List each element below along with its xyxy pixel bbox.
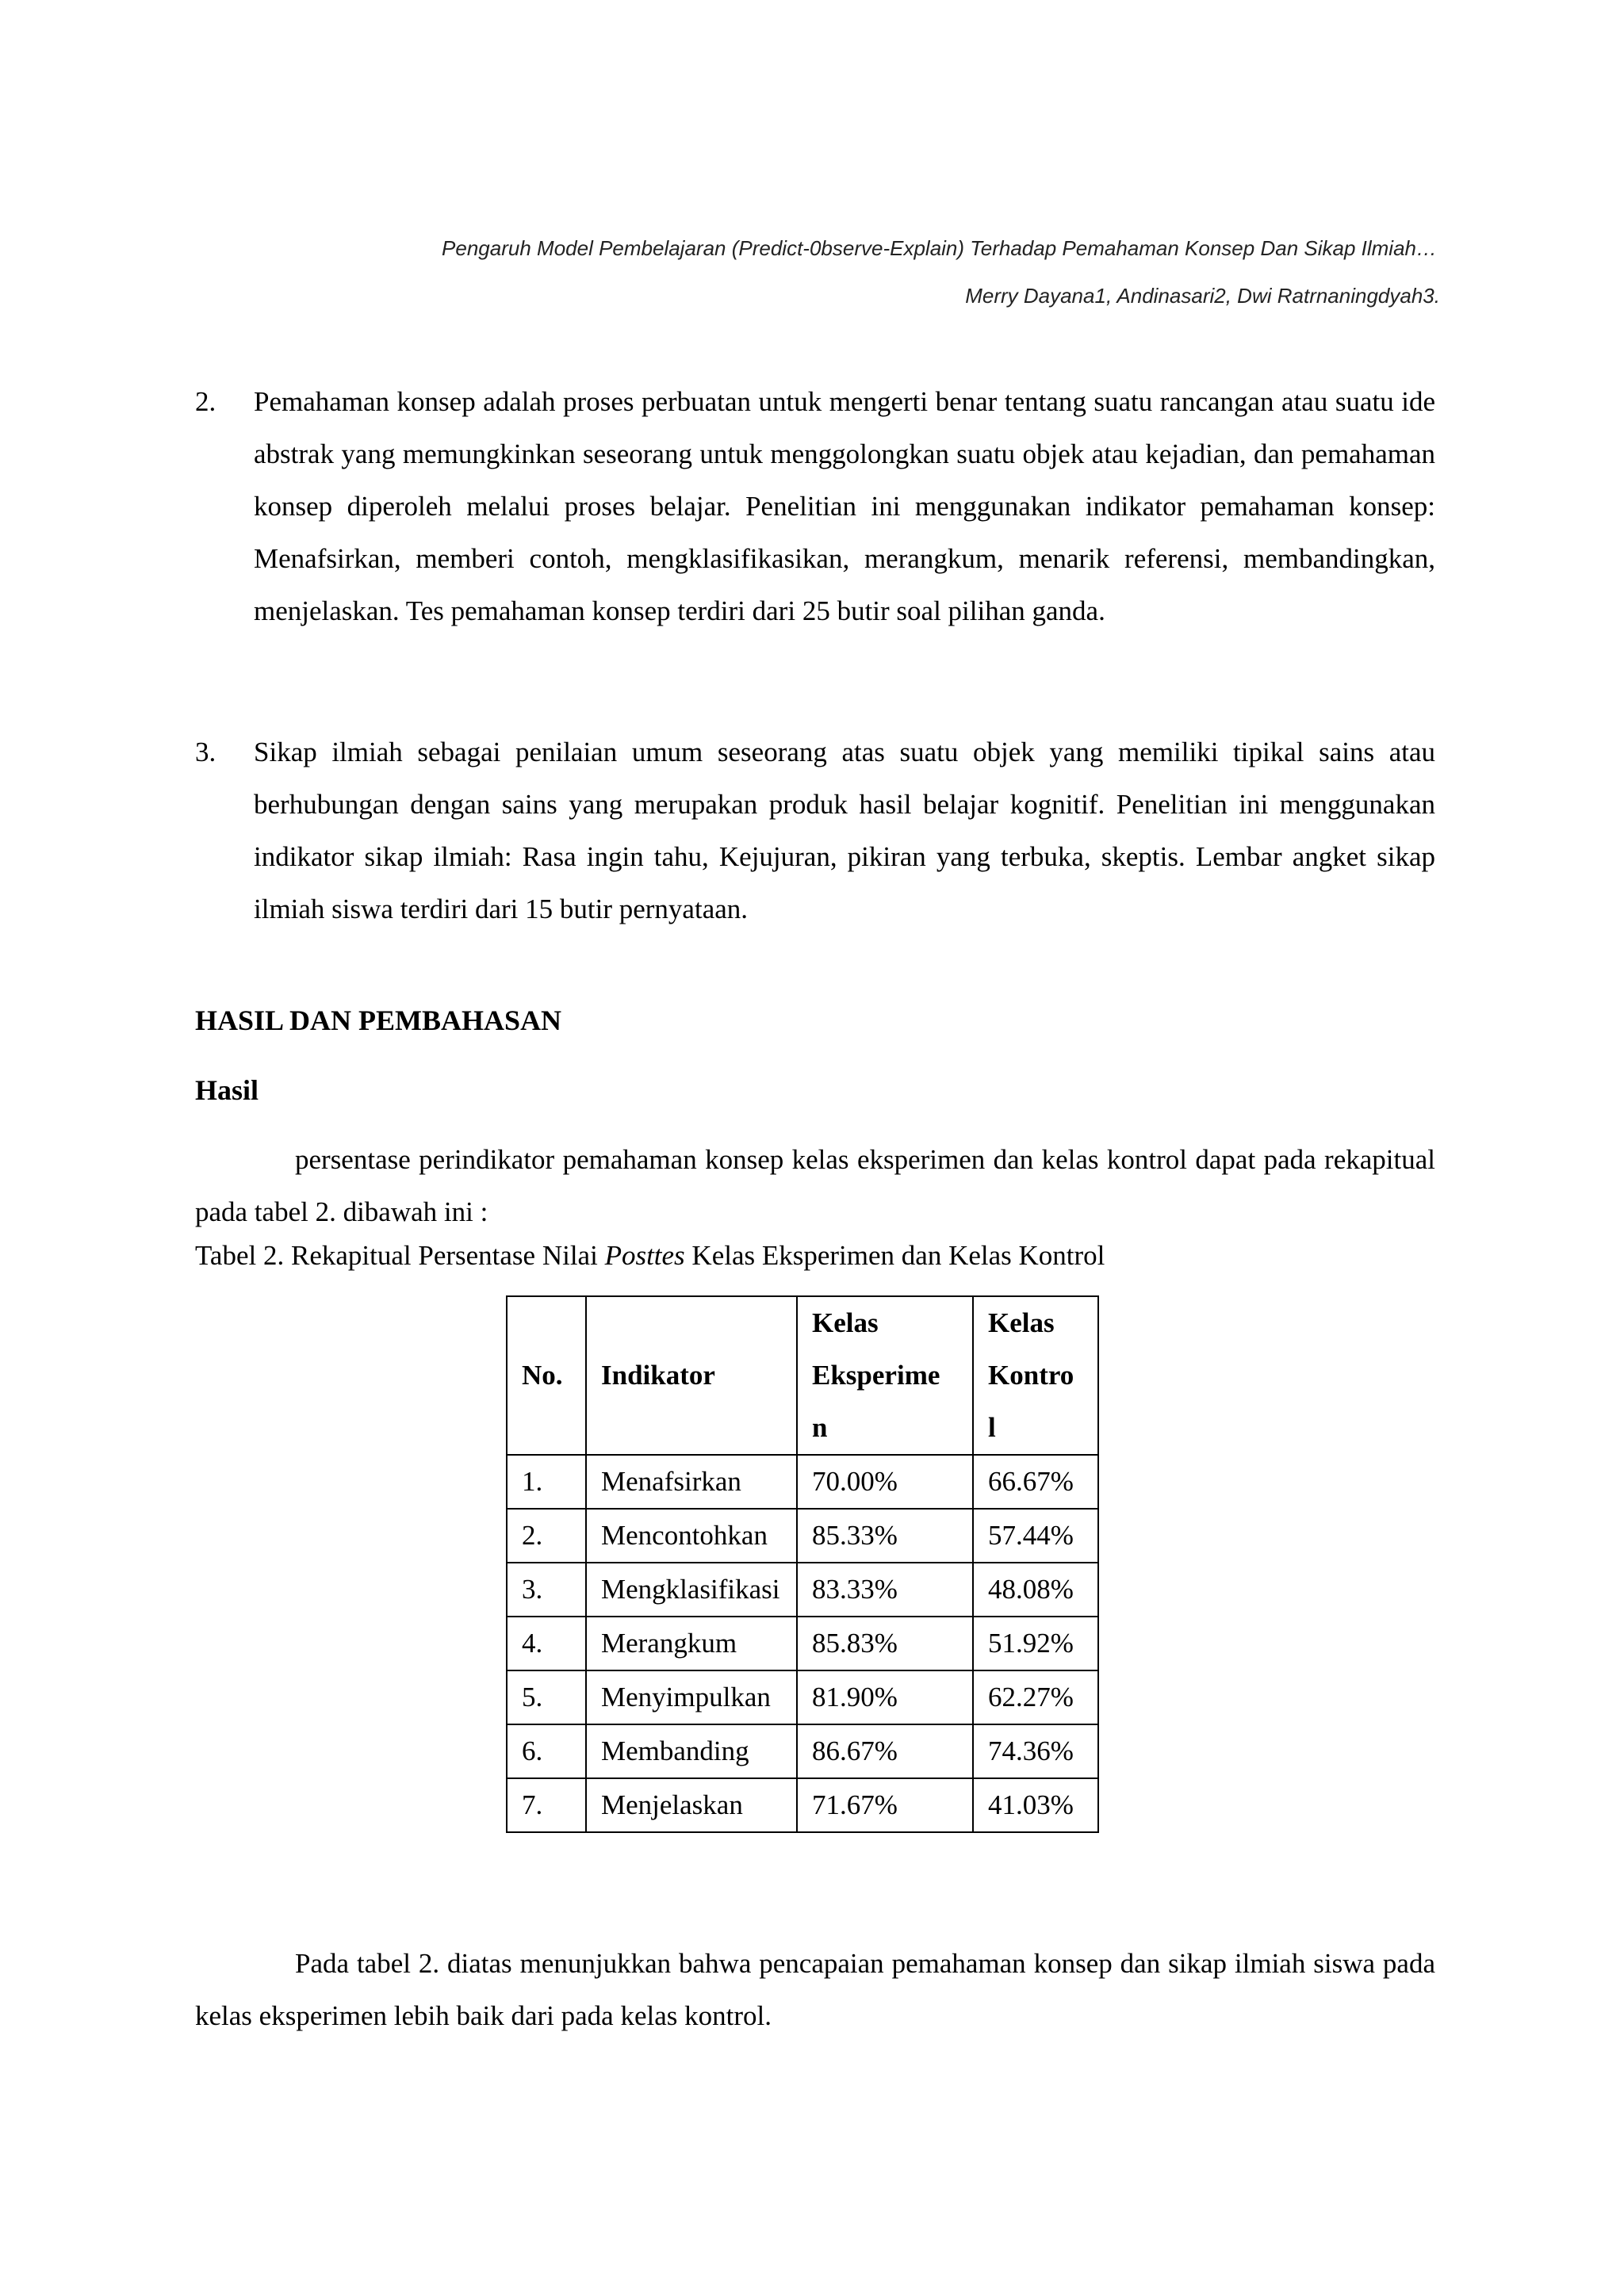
cell-eksperimen: 85.33% (797, 1509, 973, 1563)
header-kontrol-line: Kelas (988, 1307, 1055, 1338)
subsection-heading: Hasil (195, 1074, 259, 1106)
header-eksperimen (797, 1296, 973, 1455)
table-row (507, 1617, 1098, 1670)
cell-no: 7. (507, 1778, 586, 1832)
cell-no: 6. (507, 1724, 586, 1778)
caption-prefix: Tabel 2. Rekapitual Persentase Nilai (195, 1240, 605, 1271)
list-item-text: Pemahaman konsep adalah proses perbuatan untuk mengerti benar tentang suatu rancangan atau suatu ide abstrak yang memungkinkan seseorang untuk menggolongkan suatu objek atau kejadian, dan pemahaman konsep diperoleh melalui proses belajar. Penelitian ini menggunakan indikator pemahaman konsep: Menafsirkan, memberi contoh, mengklasifikasikan, merangkum, menarik referensi, membandingkan, menjelaskan. Tes pemahaman konsep terdiri dari 25 butir soal pilihan ganda. (254, 386, 1435, 626)
cell-eksperimen: 83.33% (797, 1563, 973, 1617)
cell-no: 4. (507, 1617, 586, 1670)
running-header-authors: Merry Dayana1, Andinasari2, Dwi Ratrnaningdyah3. (965, 284, 1440, 308)
closing-paragraph: Pada tabel 2. diatas menunjukkan bahwa pencapaian pemahaman konsep dan sikap ilmiah siswa pada kelas eksperimen lebih baik dari pada kelas kontrol. (195, 1948, 1435, 2031)
list-item-number: 3. (195, 737, 216, 767)
table-row (507, 1563, 1098, 1617)
header-eksperimen-line: Eksperime (812, 1360, 940, 1391)
header-kontrol (973, 1296, 1098, 1455)
cell-indikator: Menafsirkan (586, 1455, 797, 1509)
cell-indikator: Menyimpulkan (586, 1670, 797, 1724)
cell-kontrol: 74.36% (973, 1724, 1098, 1778)
table-row (507, 1724, 1098, 1778)
cell-kontrol: 48.08% (973, 1563, 1098, 1617)
header-eksperimen-line: Kelas (812, 1307, 879, 1338)
cell-indikator: Merangkum (586, 1617, 797, 1670)
cell-indikator: Mencontohkan (586, 1509, 797, 1563)
results-table (506, 1295, 1099, 1833)
list-item (195, 726, 1435, 936)
cell-indikator: Menjelaskan (586, 1778, 797, 1832)
table-caption (195, 1240, 1105, 1272)
table-header-row (507, 1296, 1098, 1455)
cell-no: 3. (507, 1563, 586, 1617)
cell-no: 2. (507, 1509, 586, 1563)
cell-no: 1. (507, 1455, 586, 1509)
header-no: No. (507, 1296, 586, 1455)
list-item-number: 2. (195, 386, 216, 417)
cell-kontrol: 62.27% (973, 1670, 1098, 1724)
header-kontrol-line: Kontro (988, 1360, 1074, 1391)
cell-eksperimen: 86.67% (797, 1724, 973, 1778)
table-row (507, 1509, 1098, 1563)
cell-indikator: Mengklasifikasi (586, 1563, 797, 1617)
caption-suffix: Kelas Eksperimen dan Kelas Kontrol (684, 1240, 1105, 1271)
caption-italic: Posttes (604, 1240, 685, 1271)
table-row (507, 1670, 1098, 1724)
cell-no: 5. (507, 1670, 586, 1724)
cell-kontrol: 51.92% (973, 1617, 1098, 1670)
cell-eksperimen: 85.83% (797, 1617, 973, 1670)
header-eksperimen-line: n (812, 1412, 828, 1443)
cell-kontrol: 41.03% (973, 1778, 1098, 1832)
cell-kontrol: 66.67% (973, 1455, 1098, 1509)
cell-eksperimen: 81.90% (797, 1670, 973, 1724)
list-item-text: Sikap ilmiah sebagai penilaian umum seseorang atas suatu objek yang memiliki tipikal sains atau berhubungan dengan sains yang merupakan produk hasil belajar kognitif. Penelitian ini menggunakan indikator sikap ilmiah: Rasa ingin tahu, Kejujuran, pikiran yang terbuka, skeptis. Lembar angket sikap ilmiah siswa terdiri dari 15 butir pernyataan. (254, 737, 1435, 924)
cell-eksperimen: 70.00% (797, 1455, 973, 1509)
running-header-title: Pengaruh Model Pembelajaran (Predict-0bserve-Explain) Terhadap Pemahaman Konsep Dan Sikap Ilmiah… (442, 236, 1437, 260)
table-row (507, 1778, 1098, 1832)
header-indikator: Indikator (586, 1296, 797, 1455)
list-item (195, 376, 1435, 637)
section-heading: HASIL DAN PEMBAHASAN (195, 1004, 562, 1036)
header-kontrol-line: l (988, 1412, 996, 1443)
cell-eksperimen: 71.67% (797, 1778, 973, 1832)
table-row (507, 1455, 1098, 1509)
cell-indikator: Membanding (586, 1724, 797, 1778)
intro-paragraph: persentase perindikator pemahaman konsep kelas eksperimen dan kelas kontrol dapat pada rekapitual pada tabel 2. dibawah ini : (195, 1144, 1435, 1227)
cell-kontrol: 57.44% (973, 1509, 1098, 1563)
